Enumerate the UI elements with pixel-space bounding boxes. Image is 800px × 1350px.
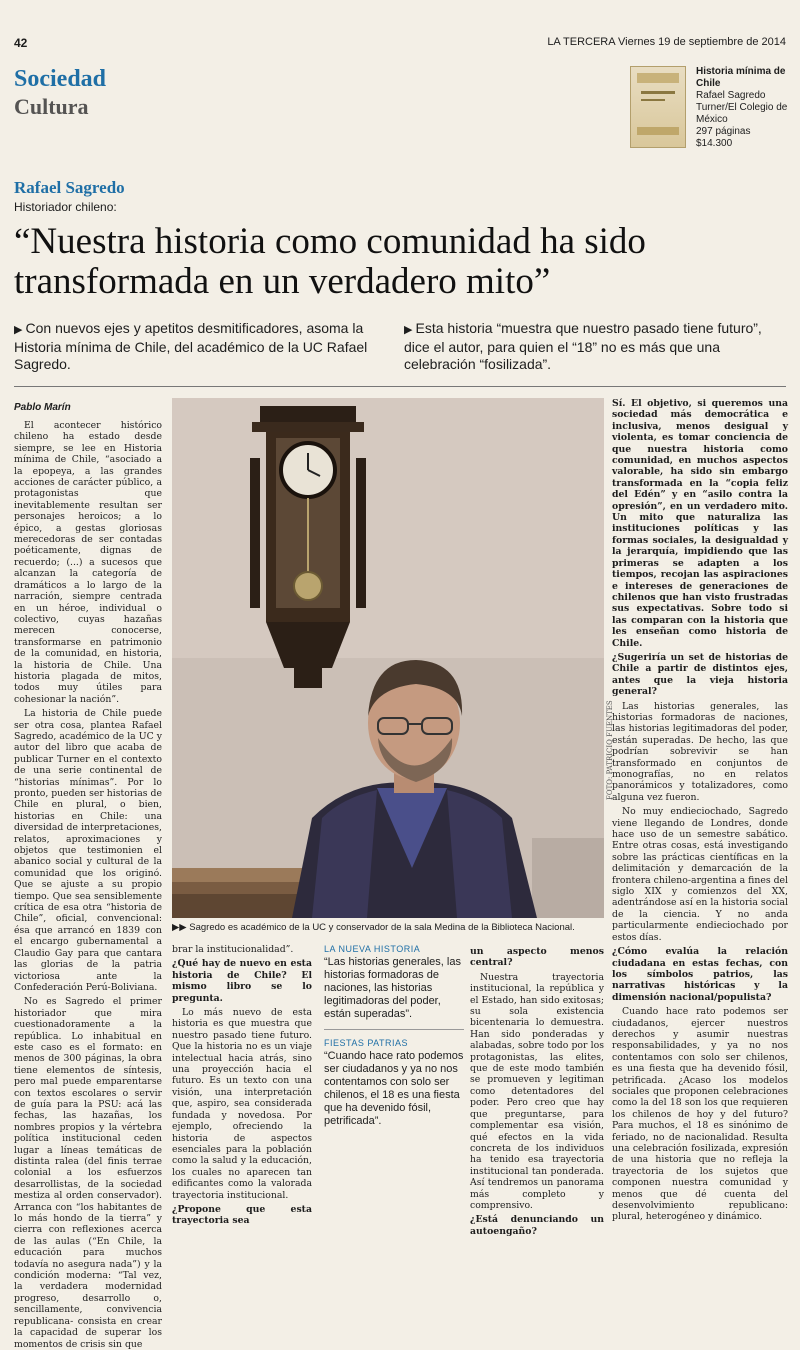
interview-question: ¿Qué hay de nuevo en esta historia de Chile? El mismo libro se lo pregunta. [172,958,312,1004]
pull-quote-text: “Las historias generales, las historias formadoras de naciones, las historias legitimadoras del poder, están superadas”. [324,956,461,1020]
paragraph: No muy endieciochado, Sagredo viene llegando de Londres, donde hace uso de un semestre sabático. Entre otras cosas, está investigando sobre las prácticas científicas en la delimitación y demarcación de la frontera chileno-argentina a fines del siglo XIX y comienzos del XX, adentrándose así en la historia social de la ciencia. Y no anda particularmente endieciochado por estos días. [612,806,788,943]
headline: “Nuestra historia como comunidad ha sido transformada en un verdadero mito” [14,221,646,302]
interview-question: ¿Propone que esta trayectoria sea [172,1203,312,1227]
book-price: $14.300 [696,138,733,149]
page-number: 42 [14,36,28,50]
interview-question: ¿Está denunciando un autoengaño? [470,1214,604,1237]
deck-left-text: Con nuevos ejes y apetitos desmitificadores, asoma la Historia mínima de Chile, del académico de la UC Rafael Sagredo. [14,320,368,372]
book-info [696,66,792,150]
pull-quote-label: FIESTAS PATRIAS [324,1038,409,1048]
pull-quote-label: LA NUEVA HISTORIA [324,944,421,954]
author-name: Rafael Sagredo [14,178,125,197]
paragraph: No es Sagredo el primer historiador que mira cuestionadoramente a la república. Lo inhabitual en este caso es el formato: en menos de 300 páginas, la obra tiene elementos de síntesis, pero mal puede emparentarse con textos escolares o servir de guía para la PSU: acá las fechas, las hazañas, los nombres propios y la vértebra política institucional ceden lugar a líneas temáticas de distinta ralea (del finis terrae colonial a los esfuerzos desarrollistas, de la sociedad mestiza al orden conservador). Arranca con “los habitantes de lo más hondo de la tierra” y cierra con reflexiones acerca de las aulas (“En Chile, la educación para muchos todavía no asegura nada”) y la condición moderna: “Tal vez, la verdadera modernidad progreso, desarrollo o, sencillamente, convivencia republicana- consista en crear la capacidad de superar los momentos de crisis sin que [14,996,162,1350]
paragraph: Sí. El objetivo, si queremos una sociedad más democrática e inclusiva, menos desigual y violenta, es tomar conciencia de que nuestra historia como comunidad, en muchos aspectos valorable, ha sido sin embargo transformada en la “copia feliz del Edén” y en “asilo contra la opresión”, en un verdadero mito. Un mito que naturaliza las instituciones políticas y las formas sociales, la desigualdad y la jerarquía, impidiendo que las primeras se adapten a los tiempos, recojan las aspiraciones e intereses de generaciones de chilenos que han visto frustradas sus expectativas. Sobre todo si las comparan con la historia que les enseñan como historia de Chile. [612,398,788,649]
column-bottom-1 [172,944,312,1227]
deck-left [14,320,384,373]
column-left [14,420,162,1350]
paragraph: El acontecer histórico chileno ha estado desde siempre, se lee en Historia mínima de Chile, “asociado a la epopeya, a las grandes acciones de carácter público, a protagonistas que inevitablemente resultan ser personajes heroicos; a lo épico, a gestas gloriosas merecedoras de ser contadas poéticamente, dignas de recuerdo; (...) a sucesos que alcanzan la categoría de dramáticos a lo largo de la narración, siempre centrada en un héroe, individual o colectivo, cuyas hazañas merecen conocerse, transformarse en patrimonio de la comunidad, en historia, la historia de Chile. Una historia plagada de mitos, todos muy útiles para cohesionar la nación”. [14,420,162,705]
author-description: Historiador chileno: [14,200,117,214]
portrait-photo [172,398,604,918]
paragraph: Cuando hace rato podemos ser ciudadanos, ejercer nuestros derechos y asumir nuestras responsabilidades, y ya no nos contentamos con solo ser chilenos, es una fiesta que ha devenido fósil, petrificada. ¿Acaso los modelos sociales que proponen celebraciones como la del 18 son los que requieren los chilenos de hoy y del futuro? Para muchos, el 18 es sinónimo de feriado, no de nacionalidad. Resulta una celebración fosilizada, expresión de una historia que no refleja la trayectoria de los sujetos que componen nuestra comunidad y menos que dé cuenta del desenvolvimiento republicano: plural, heterogéneo y dinámico. [612,1006,788,1223]
column-bottom-3 [470,944,604,1237]
page-header [14,36,786,52]
triangle-bullet-icon: ▶ [14,324,26,336]
interview-question: ¿Cómo evalúa la relación ciudadana en estas fechas, con los símbolos patrios, las narrativas históricas y la dimensión nacional/populista? [612,946,788,1003]
photo-caption [172,922,604,933]
pull-quote-text: “Cuando hace rato podemos ser ciudadanos y ya no nos contentamos con solo ser chilenos, el 18 es una fiesta que ha devenido fósil, petrificada”. [324,1050,464,1127]
book-publisher: Turner/El Colegio de México [696,102,788,125]
book-author: Rafael Sagredo [696,90,766,101]
paragraph: La historia de Chile puede ser otra cosa, plantea Rafael Sagredo, académico de la UC y autor del libro que acaba de publicar Turner en el contexto de una serie continental de “historias mínimas”. Por lo pronto, pueden ser historias de Chile en plural, o bien, historias en Chile: una diversidad de interpretaciones, relatos, aproximaciones y objetos que testimonien el abanico social y cultural de la comunidad que los originó. Que se ajuste a su propio tiempo. Que sea sensiblemente crítica de esa otra “historia de Chile”, oficial, convencional: ésa que arrancó en 1839 con el encargo gubernamental a Claudio Gay para que cantara las glorias de la patria victoriosa ante la Confederación Perú-Boliviana. [14,708,162,993]
dateline: LA TERCERA Viernes 19 de septiembre de 2014 [547,36,786,48]
deck-right-text: Esta historia “muestra que nuestro pasado tiene futuro”, dice el autor, para quien el “18” no es más que una celebración “fosilizada”. [404,320,762,372]
book-cover-image [630,66,686,148]
byline: Pablo Marín [14,402,71,413]
double-arrow-icon: ▶▶ [172,922,190,933]
photo-caption-text: Sagredo es académico de la UC y conservador de la sala Medina de la Biblioteca Nacional. [189,922,575,933]
photo-credit: FOTO: PATRICIO FUENTES [606,700,614,800]
interview-question: un aspecto menos central? [470,946,604,969]
section-subtitle: Cultura [14,94,89,119]
pull-quotes [324,944,464,1134]
paragraph: Lo más nuevo de esta historia es que muestra que nuestro pasado tiene futuro. Que la historia no es un viaje intelectual hacia atrás, sino una proyección hacia el futuro. Es un texto con una visión, una interpretación que, aspiro, sea considerada fundada y novedosa. Por ejemplo, ofreciendo la historia de aspectos esenciales para la población como la salud y la educación, los cuales no aparecen tan edificantes como la valorada trayectoria institucional. [172,1007,312,1201]
paragraph: brar la institucionalidad”. [172,944,294,955]
divider [324,1029,464,1030]
book-title: Historia mínima de Chile [696,66,786,89]
book-pages: 297 páginas [696,126,751,137]
deck-right [404,320,774,373]
paragraph: Las historias generales, las historias formadoras de naciones, las historias legitimadoras del poder, están superadas. De hecho, las que podrían sobrevivir se han transformado en conjuntos de monografías, no en relatos panorámicos y totalizadores, como alguna vez fueron. [612,700,788,803]
triangle-bullet-icon: ▶ [404,324,416,336]
paragraph: Nuestra trayectoria institucional, la república y el Estado, han sido exitosas; su sola existencia bicentenaria lo demuestra. Han sido ponderadas y alabadas, sobre todo por los protagonistas, las elites, que de este modo también se promueven y legitiman como detentadores del poder. Pero creo que hay que preguntarse, para complementar esa visión, qué efectos en la vida concreta de los individuos ha tenido esa trayectoria institucional tan ponderada. Así tendremos un panorama más completo y comprensivo. [470,971,604,1211]
column-right [612,398,788,1223]
interview-question: ¿Sugeriría un set de historias de Chile a partir de distintos ejes, antes que la vieja historia general? [612,651,788,698]
divider [14,386,786,387]
section-title: Sociedad [14,66,107,92]
